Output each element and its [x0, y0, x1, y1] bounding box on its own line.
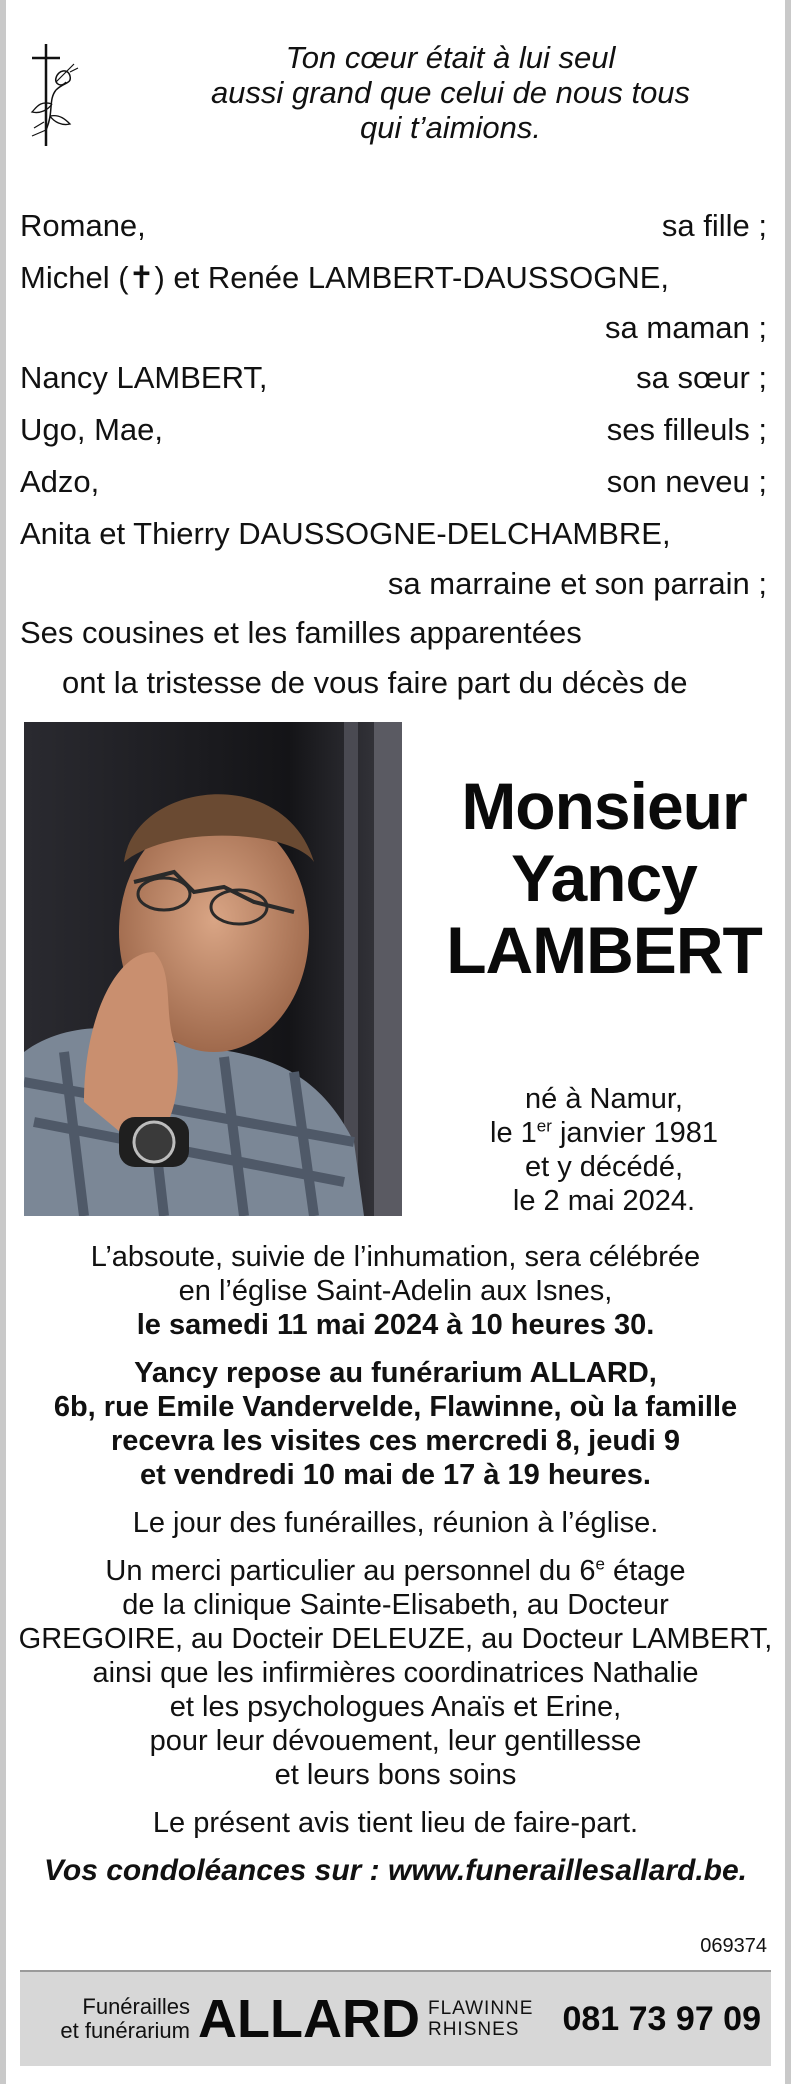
epigraph: [136, 40, 765, 145]
reunion-paragraph: Le jour des funérailles, réunion à l’église.: [132, 1507, 659, 1539]
family-row-parents: [20, 252, 767, 304]
ceremony-date: le samedi 11 mai 2024 à 10 heures 30.: [136, 1309, 655, 1341]
deceased-last-name: LAMBERT: [446, 913, 762, 987]
thanks-line: ainsi que les infirmières coordinatrices Nathalie: [92, 1657, 699, 1689]
footer-phone[interactable]: 081 73 97 09: [562, 1999, 761, 2038]
funerarium-paragraph: [16, 1356, 775, 1492]
death-date-line: le 2 mai 2024.: [512, 1185, 696, 1217]
family-row-godparents-relation: [20, 560, 767, 608]
family-relation: sa marraine et son parrain ;: [387, 566, 767, 601]
footer-location: RHISNES: [427, 2019, 520, 2040]
funeral-home-footer: [20, 1970, 771, 2066]
thanks-paragraph: [16, 1554, 775, 1792]
announcement-body: [16, 1240, 775, 1888]
funerarium-line: Yancy repose au funérarium ALLARD,: [134, 1357, 657, 1389]
reference-number: 069374: [700, 1935, 767, 1957]
footer-services-line: Funérailles: [82, 1994, 190, 2019]
family-relation: son neveu ;: [606, 464, 767, 499]
condolences-link[interactable]: Vos condoléances sur : www.funeraillesallard.be.: [44, 1854, 747, 1887]
thanks-line: pour leur dévouement, leur gentillesse: [149, 1725, 642, 1757]
footer-location: FLAWINNE: [427, 1998, 534, 2019]
family-name: Ugo, Mae,: [20, 412, 164, 447]
footer-services: [20, 1995, 190, 2043]
family-announce: ont la tristesse de vous faire part du décès de: [62, 665, 688, 700]
birth-line: né à Namur,: [525, 1083, 683, 1115]
family-row-adzo: [20, 456, 767, 508]
epigraph-line: qui t’aimions.: [360, 110, 541, 145]
family-name: Anita et Thierry DAUSSOGNE-DELCHAMBRE,: [20, 516, 671, 551]
thanks-line: GREGOIRE, au Docteir DELEUZE, au Docteur LAMBERT,: [18, 1623, 773, 1655]
ceremony-line: L’absoute, suivie de l’inhumation, sera célébrée: [90, 1241, 701, 1273]
thanks-sup: e: [595, 1554, 605, 1574]
portrait-illustration: [24, 722, 402, 1216]
family-row-romane: [20, 200, 767, 252]
deceased-title: Monsieur: [461, 769, 747, 843]
deceased-first-name: Yancy: [511, 841, 697, 915]
thanks-line: [16, 1554, 775, 1588]
family-row-ugo: [20, 404, 767, 456]
family-name: Romane,: [20, 208, 146, 243]
notice-paragraph: Le présent avis tient lieu de faire-part.: [152, 1807, 639, 1839]
family-row-parents-relation: [20, 304, 767, 352]
footer-locations: [428, 1998, 533, 2040]
birth-date-sup: er: [536, 1116, 552, 1136]
funerarium-line: recevra les visites ces mercredi 8, jeudi 9: [110, 1425, 681, 1457]
deceased-name: [411, 770, 791, 986]
family-relation: sa maman ;: [605, 310, 767, 345]
ceremony-paragraph: [16, 1240, 775, 1342]
family-cousins: Ses cousines et les familles apparentées: [20, 615, 582, 650]
thanks-line: et leurs bons soins: [274, 1759, 517, 1791]
family-name: Adzo,: [20, 464, 100, 499]
family-name: Nancy LAMBERT,: [20, 360, 268, 395]
footer-brand: ALLARD: [198, 1989, 420, 2049]
thanks-suffix: étage: [604, 1555, 686, 1587]
family-relation: ses filleuls ;: [606, 412, 767, 447]
epigraph-line: aussi grand que celui de nous tous: [210, 75, 691, 110]
birth-info: [411, 1082, 791, 1218]
family-relation: sa fille ;: [661, 208, 767, 243]
birth-date-prefix: le 1: [490, 1117, 537, 1149]
family-relation: sa sœur ;: [636, 360, 767, 395]
family-name: Michel (✝) et Renée LAMBERT-DAUSSOGNE,: [20, 260, 670, 295]
footer-services-line: et funérarium: [60, 2018, 190, 2043]
portrait-photo: [24, 722, 402, 1216]
cross-with-rose-icon: [26, 42, 88, 148]
family-list: [20, 200, 767, 708]
thanks-line: et les psychologues Anaïs et Erine,: [169, 1691, 622, 1723]
family-row-nancy: [20, 352, 767, 404]
ceremony-line: en l’église Saint-Adelin aux Isnes,: [178, 1275, 613, 1307]
funerarium-line: 6b, rue Emile Vandervelde, Flawinne, où la famille: [53, 1391, 738, 1423]
thanks-prefix: Un merci particulier au personnel du 6: [105, 1555, 596, 1587]
birth-date-suffix: janvier 1981: [551, 1117, 718, 1149]
epigraph-line: Ton cœur était à lui seul: [285, 40, 616, 75]
family-row-godparents: [20, 508, 767, 560]
death-place-line: et y décédé,: [525, 1151, 683, 1183]
birth-date-line: [411, 1116, 791, 1150]
funerarium-line: et vendredi 10 mai de 17 à 19 heures.: [140, 1459, 651, 1491]
thanks-line: de la clinique Sainte-Elisabeth, au Docteur: [122, 1589, 669, 1621]
